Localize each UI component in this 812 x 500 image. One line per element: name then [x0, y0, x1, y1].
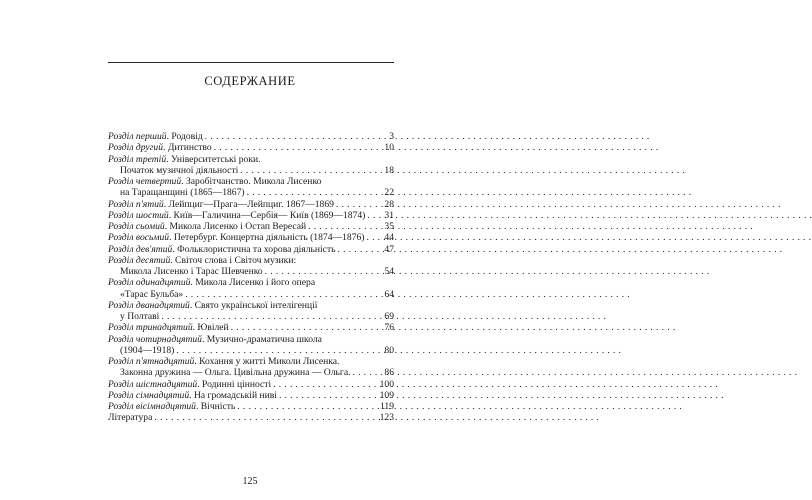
chapter-label: Розділ десятий: [108, 254, 171, 266]
toc-page-number: 3: [389, 131, 394, 142]
chapter-label: Розділ сьомий: [108, 221, 165, 232]
toc-entry-text: [108, 322, 229, 333]
chapter-title: . Фольклористична та хорова діяльність: [172, 243, 336, 255]
toc-entry-text: [108, 154, 261, 165]
toc-entry: [108, 221, 394, 232]
toc-entry: [108, 367, 394, 378]
toc-entry-text: [108, 334, 322, 345]
top-rule: [108, 62, 394, 63]
toc-entry: [108, 289, 394, 300]
toc-page-number: 86: [384, 367, 394, 379]
chapter-label: Розділ одинадцятий: [108, 277, 191, 289]
chapter-title-continued: Законна дружина — Ольга. Цивільна дружина — Ольга.: [120, 367, 351, 379]
chapter-title: . Вічність: [195, 401, 236, 412]
toc-entry: [108, 334, 394, 345]
toc-page-number: 31: [384, 209, 394, 221]
toc-page-number: 64: [384, 288, 394, 300]
toc-page-number: 76: [384, 322, 394, 334]
toc-entry: [108, 232, 394, 243]
chapter-title: . Дитинство: [163, 142, 212, 154]
page-title: СОДЕРЖАНИЕ: [204, 74, 296, 88]
dot-leader: [214, 142, 382, 153]
chapter-title: . Ювілей: [192, 322, 229, 334]
chapter-title-continued: на Таращанщині (1865—1867): [120, 187, 245, 199]
chapter-label: Розділ четвертий: [108, 176, 182, 187]
dot-leader: [265, 266, 382, 277]
toc-entry: [108, 300, 394, 311]
dot-leader: [279, 390, 378, 401]
chapter-title: . На громадській ниві: [189, 389, 277, 401]
toc-entry: [108, 154, 394, 165]
toc-entry: [108, 244, 394, 255]
chapter-title-continued: «Тарас Бульба»: [120, 288, 184, 300]
toc-entry-text: [108, 300, 317, 311]
toc-entry-text: [108, 244, 336, 255]
chapter-label: Розділ тринадцятий: [108, 322, 193, 334]
dot-leader: [247, 187, 382, 198]
toc-entry: [108, 356, 394, 367]
chapter-label: Розділ третій: [108, 153, 167, 165]
dot-leader: [352, 367, 382, 378]
chapter-title: . Музично-драматична школа: [201, 333, 322, 345]
dot-leader: [154, 412, 377, 423]
dot-leader: [185, 289, 382, 300]
chapter-label: Розділ вісімнадцятий: [108, 401, 196, 412]
toc-entry: [108, 412, 394, 423]
toc-entry: [108, 131, 394, 142]
chapter-label: Розділ другий: [108, 142, 164, 154]
chapter-title: . Свято української інтелігенції: [189, 299, 318, 311]
dot-leader: [176, 345, 382, 356]
dot-leader: [240, 165, 382, 176]
page-number: 125: [242, 476, 258, 487]
toc-entry-text: [108, 210, 365, 221]
toc-page-number: 10: [384, 142, 394, 154]
toc-entry: [108, 210, 394, 221]
dot-leader: [336, 199, 382, 210]
toc-entry-text: [108, 176, 321, 187]
chapter-label: Розділ шістнадцятий: [108, 378, 198, 390]
toc-entry: [108, 390, 394, 401]
toc-entry-text: [108, 199, 334, 210]
dot-leader: [366, 232, 382, 243]
toc-entry-text: [108, 379, 271, 390]
chapter-title: . Світоч слова і Світоч музики:: [170, 254, 297, 266]
toc-entry: [108, 142, 394, 153]
toc-entry-text: [108, 232, 364, 243]
toc-entry-text: [108, 277, 315, 288]
toc-entry-text: [108, 131, 203, 142]
dot-leader: [161, 311, 382, 322]
chapter-label: Розділ шостий: [108, 209, 169, 221]
toc-page-number: 47: [384, 243, 394, 255]
chapter-label: Розділ восьмий: [108, 232, 170, 244]
toc-page-number: 109: [379, 389, 394, 401]
table-of-contents: [108, 131, 394, 424]
toc-entry: [108, 311, 394, 322]
toc-entry: [108, 345, 394, 356]
chapter-title: . Микола Лисенко і Остап Вересай: [164, 221, 307, 232]
chapter-title: . Лейпциг—Прага—Лейпциг. 1867—1869: [163, 198, 334, 210]
toc-entry: [108, 379, 394, 390]
toc-page-number: 119: [379, 401, 394, 412]
toc-entry: [108, 187, 394, 198]
toc-page-number: 35: [384, 221, 394, 232]
chapter-title-continued: у Полтаві: [120, 311, 160, 322]
toc-page-number: 22: [384, 187, 394, 199]
toc-entry: [108, 255, 394, 266]
dot-leader: [231, 322, 382, 333]
chapter-title: . Родовід: [166, 131, 203, 142]
toc-entry: [108, 266, 394, 277]
toc-page-number: 18: [384, 164, 394, 176]
toc-entry-text: [108, 401, 235, 412]
toc-entry-text: [108, 221, 306, 232]
toc-entry: [108, 199, 394, 210]
chapter-label: Розділ дванадцятий: [108, 299, 190, 311]
dot-leader: [237, 401, 378, 412]
toc-page-number: 44: [384, 232, 394, 244]
toc-entry: [108, 277, 394, 288]
chapter-title-continued: Микола Лисенко і Тарас Шевченко: [120, 266, 263, 277]
toc-page-number: 80: [384, 344, 394, 356]
dot-leader: [367, 210, 382, 221]
chapter-title-continued: Початок музичної діяльності: [120, 164, 239, 176]
toc-entry: [108, 322, 394, 333]
toc-entry-text: [108, 412, 152, 423]
chapter-title: . Київ—Галичина—Сербія— Київ (1869—1874): [168, 209, 366, 221]
chapter-title: . Петербург. Концертна діяльність (1874—1876): [169, 232, 365, 244]
toc-entry-text: [108, 142, 212, 153]
chapter-title: Література: [108, 412, 153, 424]
dot-leader: [205, 131, 382, 142]
chapter-label: Розділ чотирнадцятий: [108, 333, 202, 345]
chapter-label: Розділ п'ятий: [108, 198, 164, 210]
chapter-title: . Кохання у житті Миколи Лисенка.: [194, 356, 340, 367]
chapter-label: Розділ сімнадцятий: [108, 389, 190, 401]
chapter-title-continued: (1904—1918): [120, 344, 175, 356]
chapter-label: Розділ п'ятнадцятий: [108, 356, 195, 367]
dot-leader: [338, 244, 382, 255]
toc-entry-text: [108, 356, 339, 367]
toc-entry-text: [108, 255, 296, 266]
dot-leader: [273, 379, 377, 390]
chapter-title: . Заробітчанство. Микола Лисенко: [181, 176, 322, 187]
chapter-label: Розділ перший: [108, 131, 167, 142]
toc-entry: [108, 176, 394, 187]
chapter-title: . Університетські роки.: [166, 153, 261, 165]
toc-page-number: 54: [384, 266, 394, 277]
toc-page-number: 28: [384, 198, 394, 210]
toc-page-number: 100: [379, 378, 394, 390]
toc-page-number: 123: [379, 412, 394, 424]
toc-page-number: 69: [384, 311, 394, 322]
dot-leader: [308, 221, 382, 232]
toc-entry: [108, 401, 394, 412]
chapter-title: . Родинні цінності: [197, 378, 272, 390]
toc-entry-text: [108, 390, 277, 401]
chapter-label: Розділ дев'ятий: [108, 243, 173, 255]
toc-entry: [108, 165, 394, 176]
chapter-title: . Микола Лисенко і його опера: [190, 277, 316, 289]
